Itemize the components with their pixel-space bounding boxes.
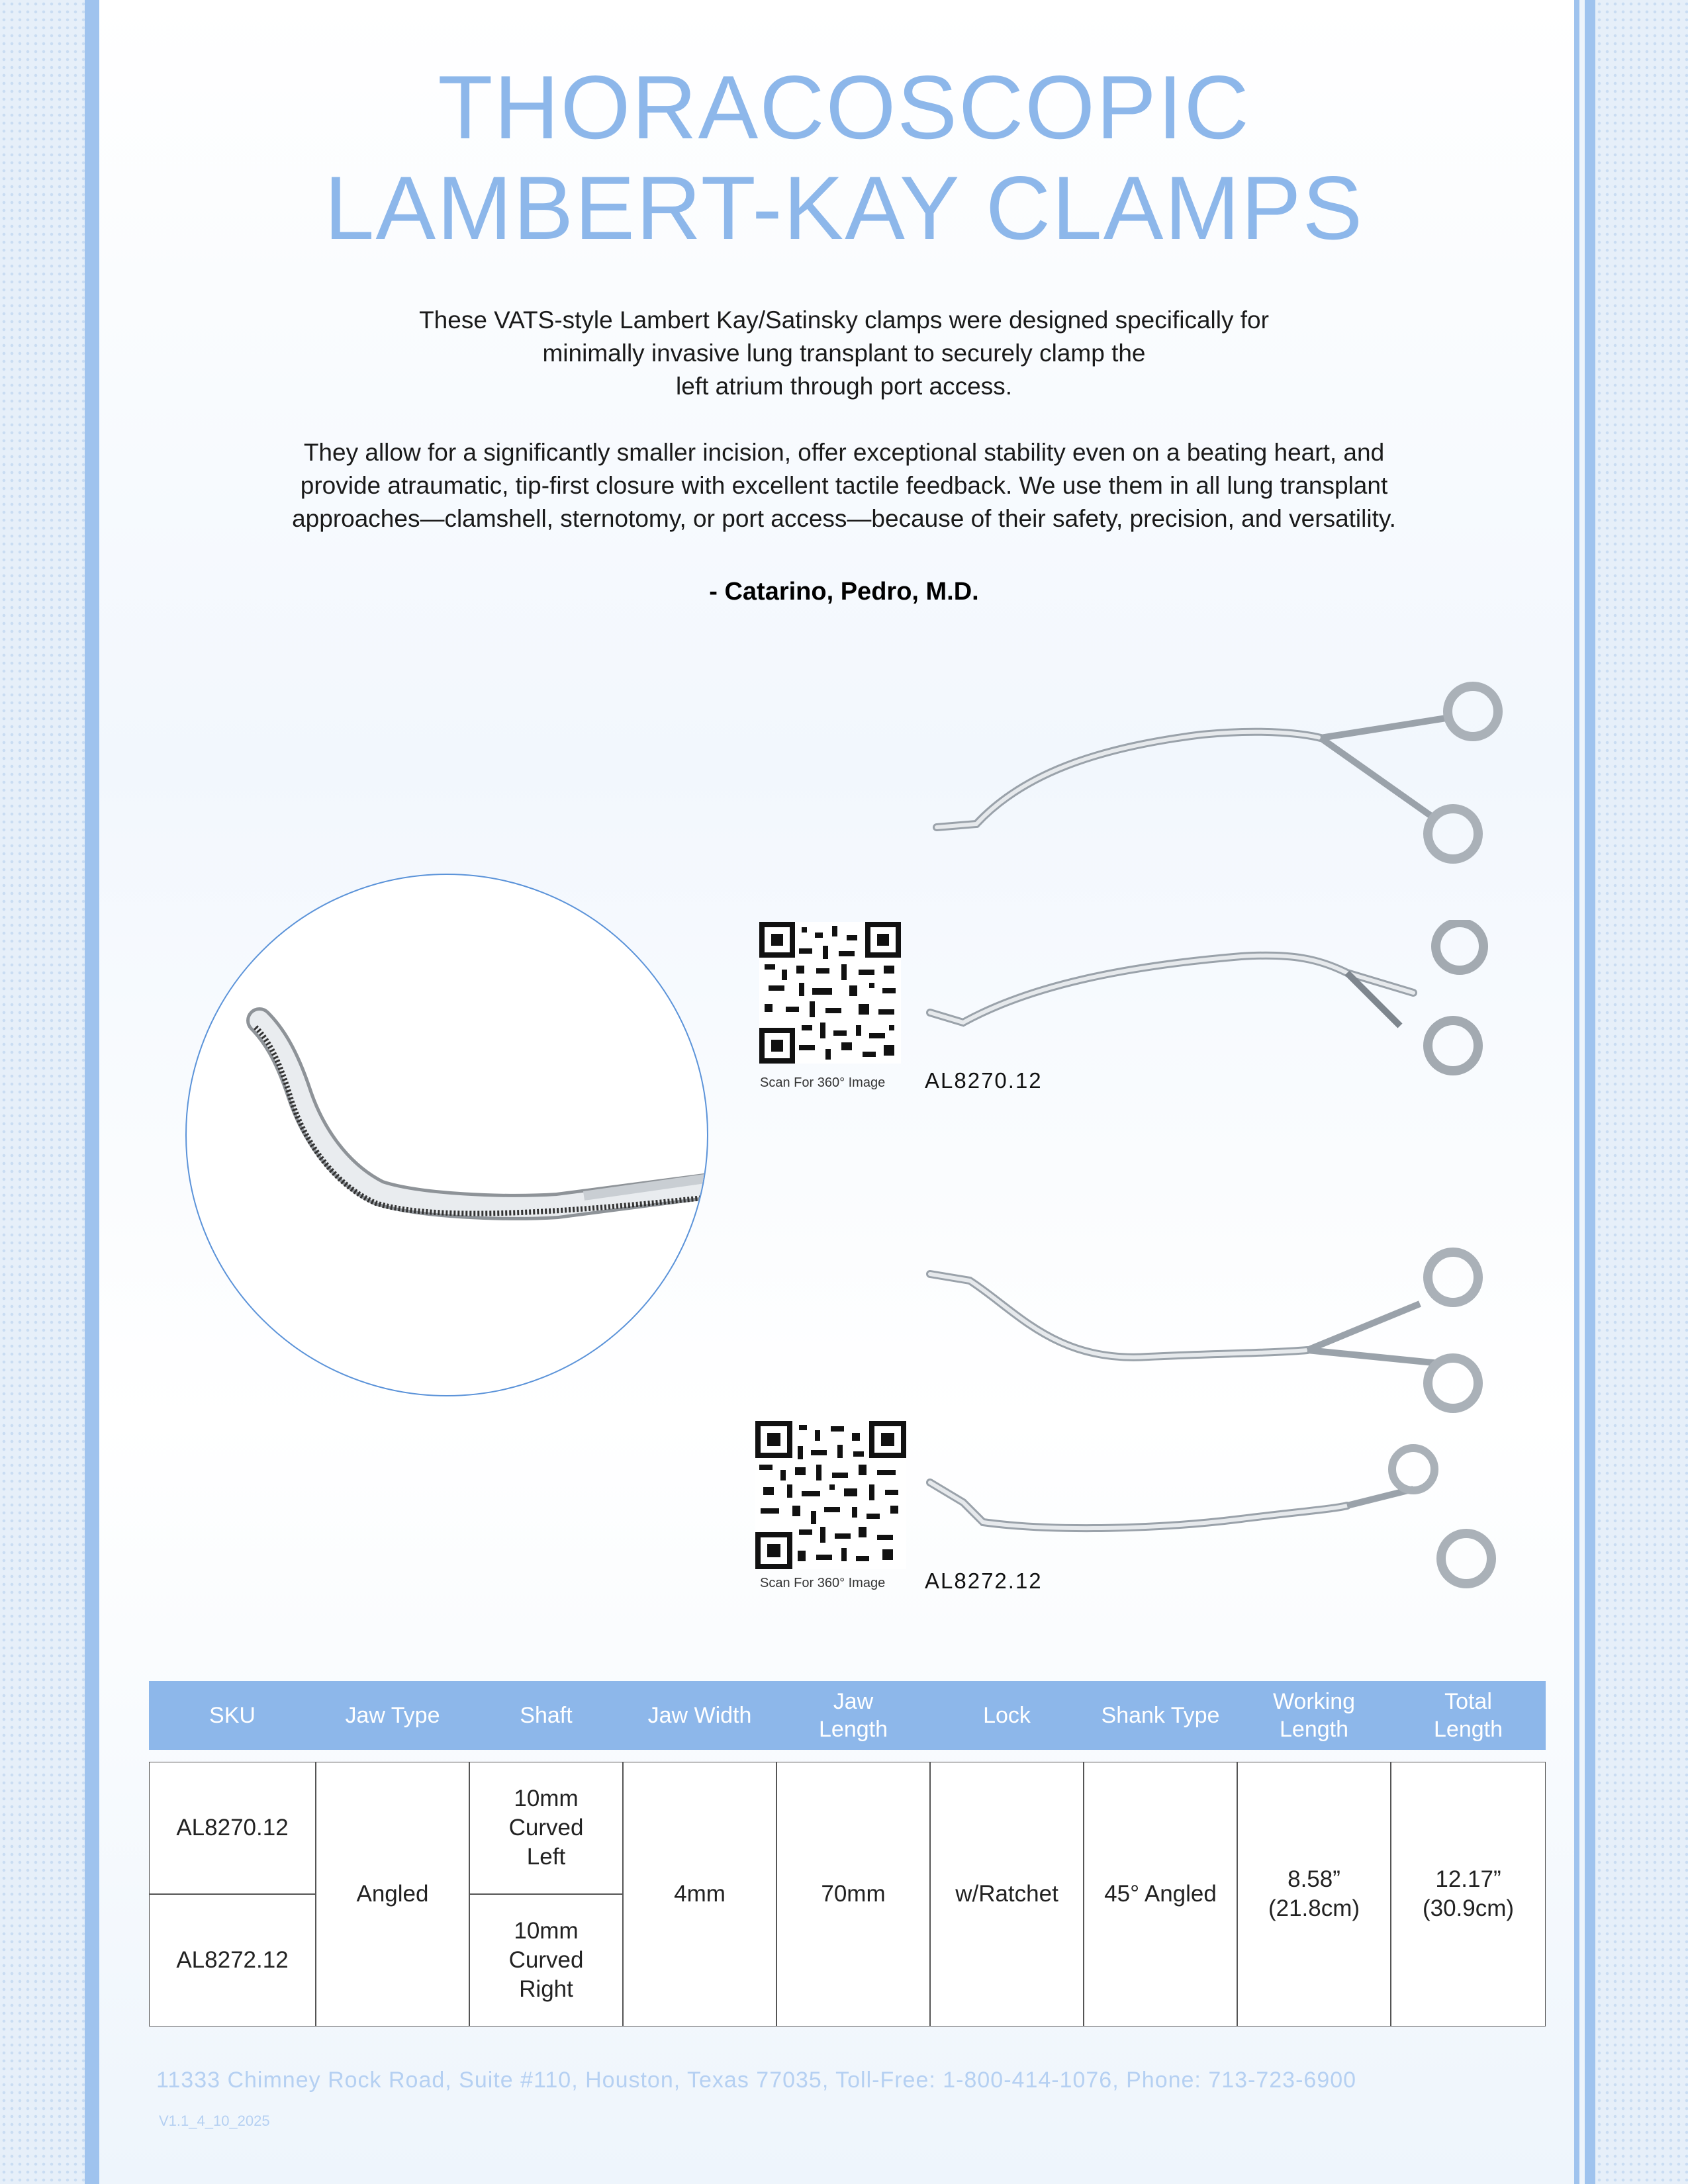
qr-code-al8270[interactable] bbox=[759, 922, 901, 1064]
cell-lock: w/Ratchet bbox=[930, 1762, 1084, 2026]
cell-shaft: 10mm Curved Left bbox=[469, 1762, 623, 1894]
qr-code-al8272[interactable] bbox=[755, 1421, 906, 1569]
instrument-top-view-1 bbox=[923, 682, 1519, 880]
cell-sku: AL8272.12 bbox=[149, 1894, 316, 2026]
header-jaw-width: Jaw Width bbox=[623, 1681, 776, 1750]
header-sku: SKU bbox=[149, 1681, 316, 1750]
qr-caption-al8272: Scan For 360° Image bbox=[760, 1576, 886, 1590]
jaw-detail-zoom bbox=[185, 874, 708, 1396]
intro-paragraph bbox=[132, 304, 1556, 403]
cell-shank-type: 45° Angled bbox=[1084, 1762, 1237, 2026]
header-shank-type: Shank Type bbox=[1084, 1681, 1237, 1750]
spec-table-header bbox=[149, 1681, 1546, 1750]
right-pattern-band bbox=[1595, 0, 1688, 2184]
intro-line: left atrium through port access. bbox=[676, 373, 1012, 400]
sku-label-al8272: AL8272.12 bbox=[925, 1569, 1043, 1593]
right-blue-stripe-inner bbox=[1574, 0, 1579, 2184]
header-total-length: Total Length bbox=[1391, 1681, 1546, 1750]
cell-sku: AL8270.12 bbox=[149, 1762, 316, 1894]
quote-paragraph bbox=[132, 436, 1556, 535]
version-stamp: V1.1_4_10_2025 bbox=[159, 2113, 270, 2129]
header-working-length: Working Length bbox=[1237, 1681, 1391, 1750]
cell-shaft: 10mm Curved Right bbox=[469, 1894, 623, 2026]
sku-label-al8270: AL8270.12 bbox=[925, 1068, 1043, 1093]
instrument-top-view-2 bbox=[923, 1238, 1519, 1423]
spec-table bbox=[149, 1681, 1546, 2026]
intro-line: These VATS-style Lambert Kay/Satinsky clamps were designed specifically for bbox=[419, 306, 1269, 334]
left-pattern-band bbox=[0, 0, 86, 2184]
page-title-line2: LAMBERT-KAY CLAMPS bbox=[324, 158, 1364, 258]
intro-line: minimally invasive lung transplant to securely clamp the bbox=[542, 340, 1146, 367]
cell-working-length: 8.58” (21.8cm) bbox=[1237, 1762, 1391, 2026]
table-row bbox=[149, 1762, 1546, 1894]
page-title-line1: THORACOSCOPIC bbox=[438, 57, 1250, 158]
quote-author: - Catarino, Pedro, M.D. bbox=[709, 578, 979, 606]
jaw-detail-illustration bbox=[187, 875, 707, 1395]
cell-total-length: 12.17” (30.9cm) bbox=[1391, 1762, 1546, 2026]
quote-line: They allow for a significantly smaller incision, offer exceptional stability even on a beating heart, and bbox=[303, 439, 1385, 466]
cell-jaw-width: 4mm bbox=[623, 1762, 776, 2026]
cell-jaw-type: Angled bbox=[316, 1762, 469, 2026]
quote-line: approaches—clamshell, sternotomy, or port access—because of their safety, precision, and versatility. bbox=[292, 505, 1396, 532]
instrument-side-view-1 bbox=[923, 920, 1519, 1092]
footer-address: 11333 Chimney Rock Road, Suite #110, Houston, Texas 77035, Toll-Free: 1-800-414-1076, Phone: 713-723-6900 bbox=[156, 2068, 1357, 2093]
header-lock: Lock bbox=[930, 1681, 1084, 1750]
cell-jaw-length: 70mm bbox=[776, 1762, 930, 2026]
quote-line: provide atraumatic, tip-first closure with excellent tactile feedback. We use them in all lung transplant bbox=[300, 472, 1388, 499]
qr-caption-al8270: Scan For 360° Image bbox=[760, 1075, 886, 1090]
header-jaw-type: Jaw Type bbox=[316, 1681, 469, 1750]
left-blue-stripe bbox=[85, 0, 101, 2184]
header-jaw-length: Jaw Length bbox=[776, 1681, 930, 1750]
header-shaft: Shaft bbox=[469, 1681, 623, 1750]
